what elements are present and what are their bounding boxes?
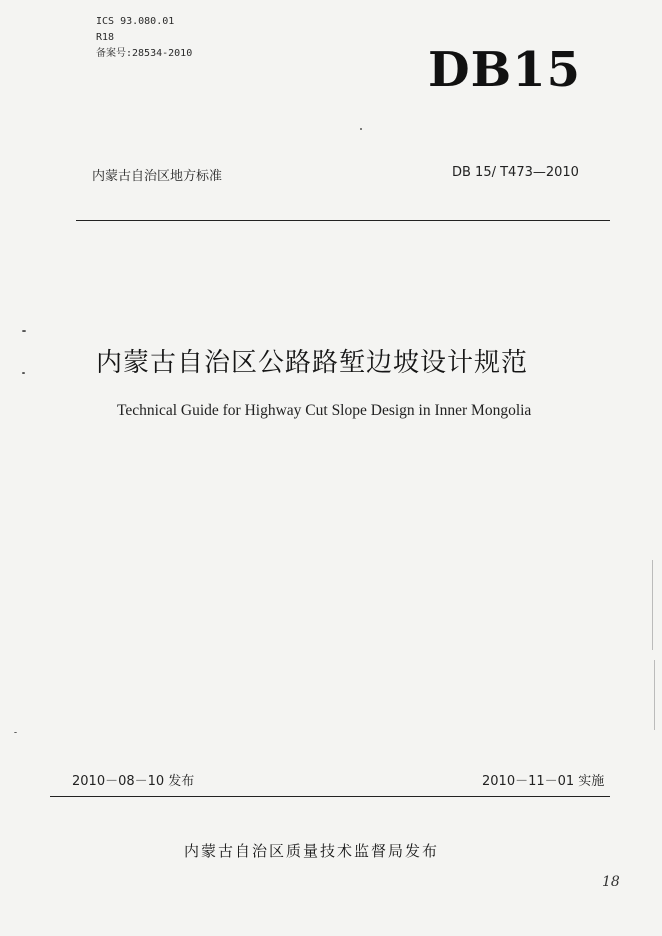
filing-number: 备案号:28534-2010 — [96, 48, 193, 59]
title-english: Technical Guide for Highway Cut Slope Design in Inner Mongolia — [117, 402, 532, 419]
scan-edge-mark — [652, 560, 653, 650]
header-divider — [76, 220, 610, 221]
implement-date: 2010－11－01 实施 — [482, 774, 605, 789]
title-chinese: 内蒙古自治区公路路堑边坡设计规范 — [96, 348, 529, 378]
scan-speck — [360, 128, 362, 130]
classification-block — [96, 14, 192, 62]
ics-code: ICS 93.080.01 — [96, 16, 175, 27]
db-code-logo: DB15 — [428, 42, 581, 98]
standard-category: 内蒙古自治区地方标准 — [92, 169, 223, 184]
class-code: R18 — [96, 32, 115, 43]
standard-number: DB 15/ T473—2010 — [452, 165, 579, 180]
scan-speck — [22, 330, 26, 332]
scan-speck — [22, 372, 25, 374]
scan-edge-mark — [654, 660, 655, 730]
scan-speck — [14, 732, 17, 733]
handwritten-page-mark: 18 — [602, 874, 620, 890]
issuing-authority: 内蒙古自治区质量技术监督局发布 — [184, 842, 440, 860]
publish-date: 2010－08－10 发布 — [72, 774, 195, 789]
footer-divider — [50, 796, 610, 797]
